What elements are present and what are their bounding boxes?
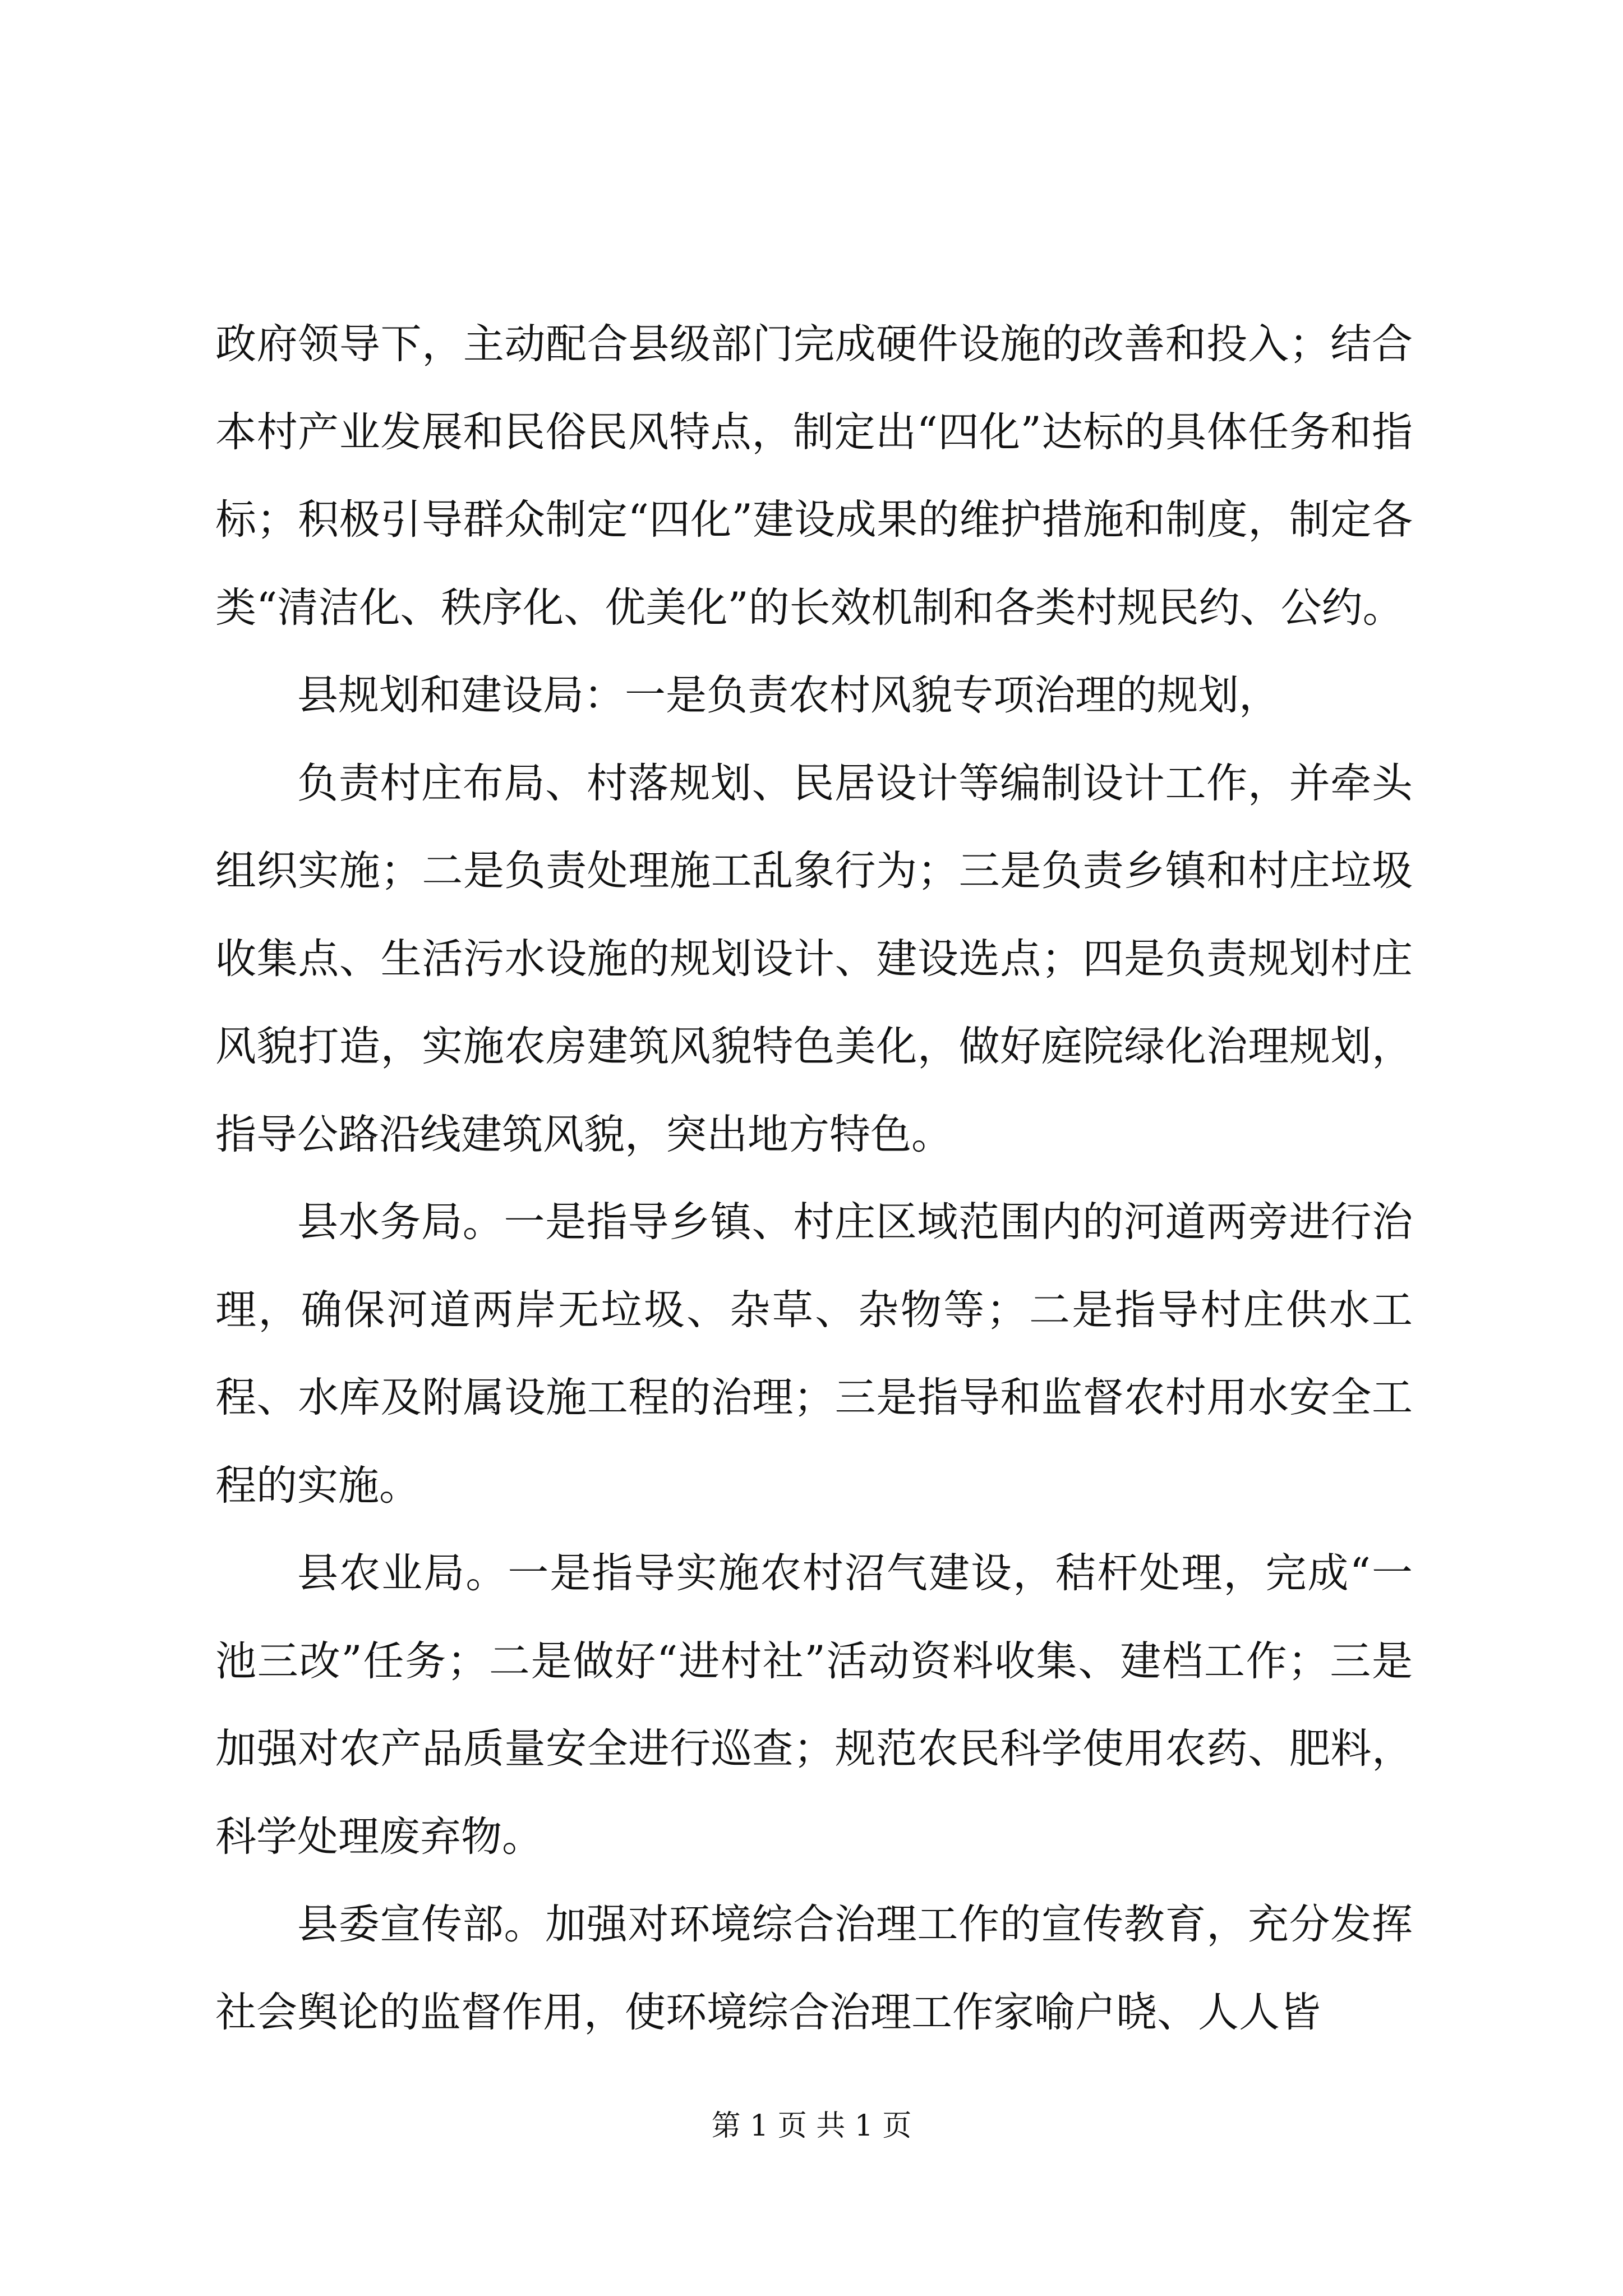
paragraph-planning-bureau-duties: 负责村庄布局、村落规划、民居设计等编制设计工作，并牵头组织实施；二是负责处理施工乱象行为；三是负责乡镇和村庄垃圾收集点、生活污水设施的规划设计、建设选点；四是负责规划村庄风貌打造，实施农房建筑风貌特色美化，做好庭院绿化治理规划，指导公路沿线建筑风貌，突出地方特色。 (215, 759, 1413, 1158)
paragraph-village-duties: 政府领导下，主动配合县级部门完成硬件设施的改善和投入；结合本村产业发展和民俗民风特点，制定出“四化”达标的具体任务和指标；积极引导群众制定“四化”建设成果的维护措施和制度，制定各类“清洁化、秩序化、优美化”的长效机制和各类村规民约、公约。 (215, 320, 1413, 632)
document-body (215, 301, 1413, 2056)
paragraph-planning-bureau-heading: 县规划和建设局：一是负责农村风貌专项治理的规划， (297, 671, 1280, 719)
page-footer: 第 1 页 共 1 页 (711, 2109, 912, 2143)
paragraph-water-bureau: 县水务局。一是指导乡镇、村庄区域范围内的河道两旁进行治理，确保河道两岸无垃圾、杂草、杂物等；二是指导村庄供水工程、水库及附属设施工程的治理；三是指导和监督农村用水安全工程的实施。 (215, 1198, 1413, 1510)
paragraph-agriculture-bureau: 县农业局。一是指导实施农村沼气建设，秸杆处理，完成“一池三改”任务；二是做好“进村社”活动资料收集、建档工作；三是加强对农产品质量安全进行巡查；规范农民科学使用农药、肥料，科学处理废弃物。 (215, 1549, 1413, 1861)
paragraph-publicity-department: 县委宣传部。加强对环境综合治理工作的宣传教育，充分发挥社会舆论的监督作用，使环境综合治理工作家喻户晓、人人皆 (215, 1901, 1413, 2036)
